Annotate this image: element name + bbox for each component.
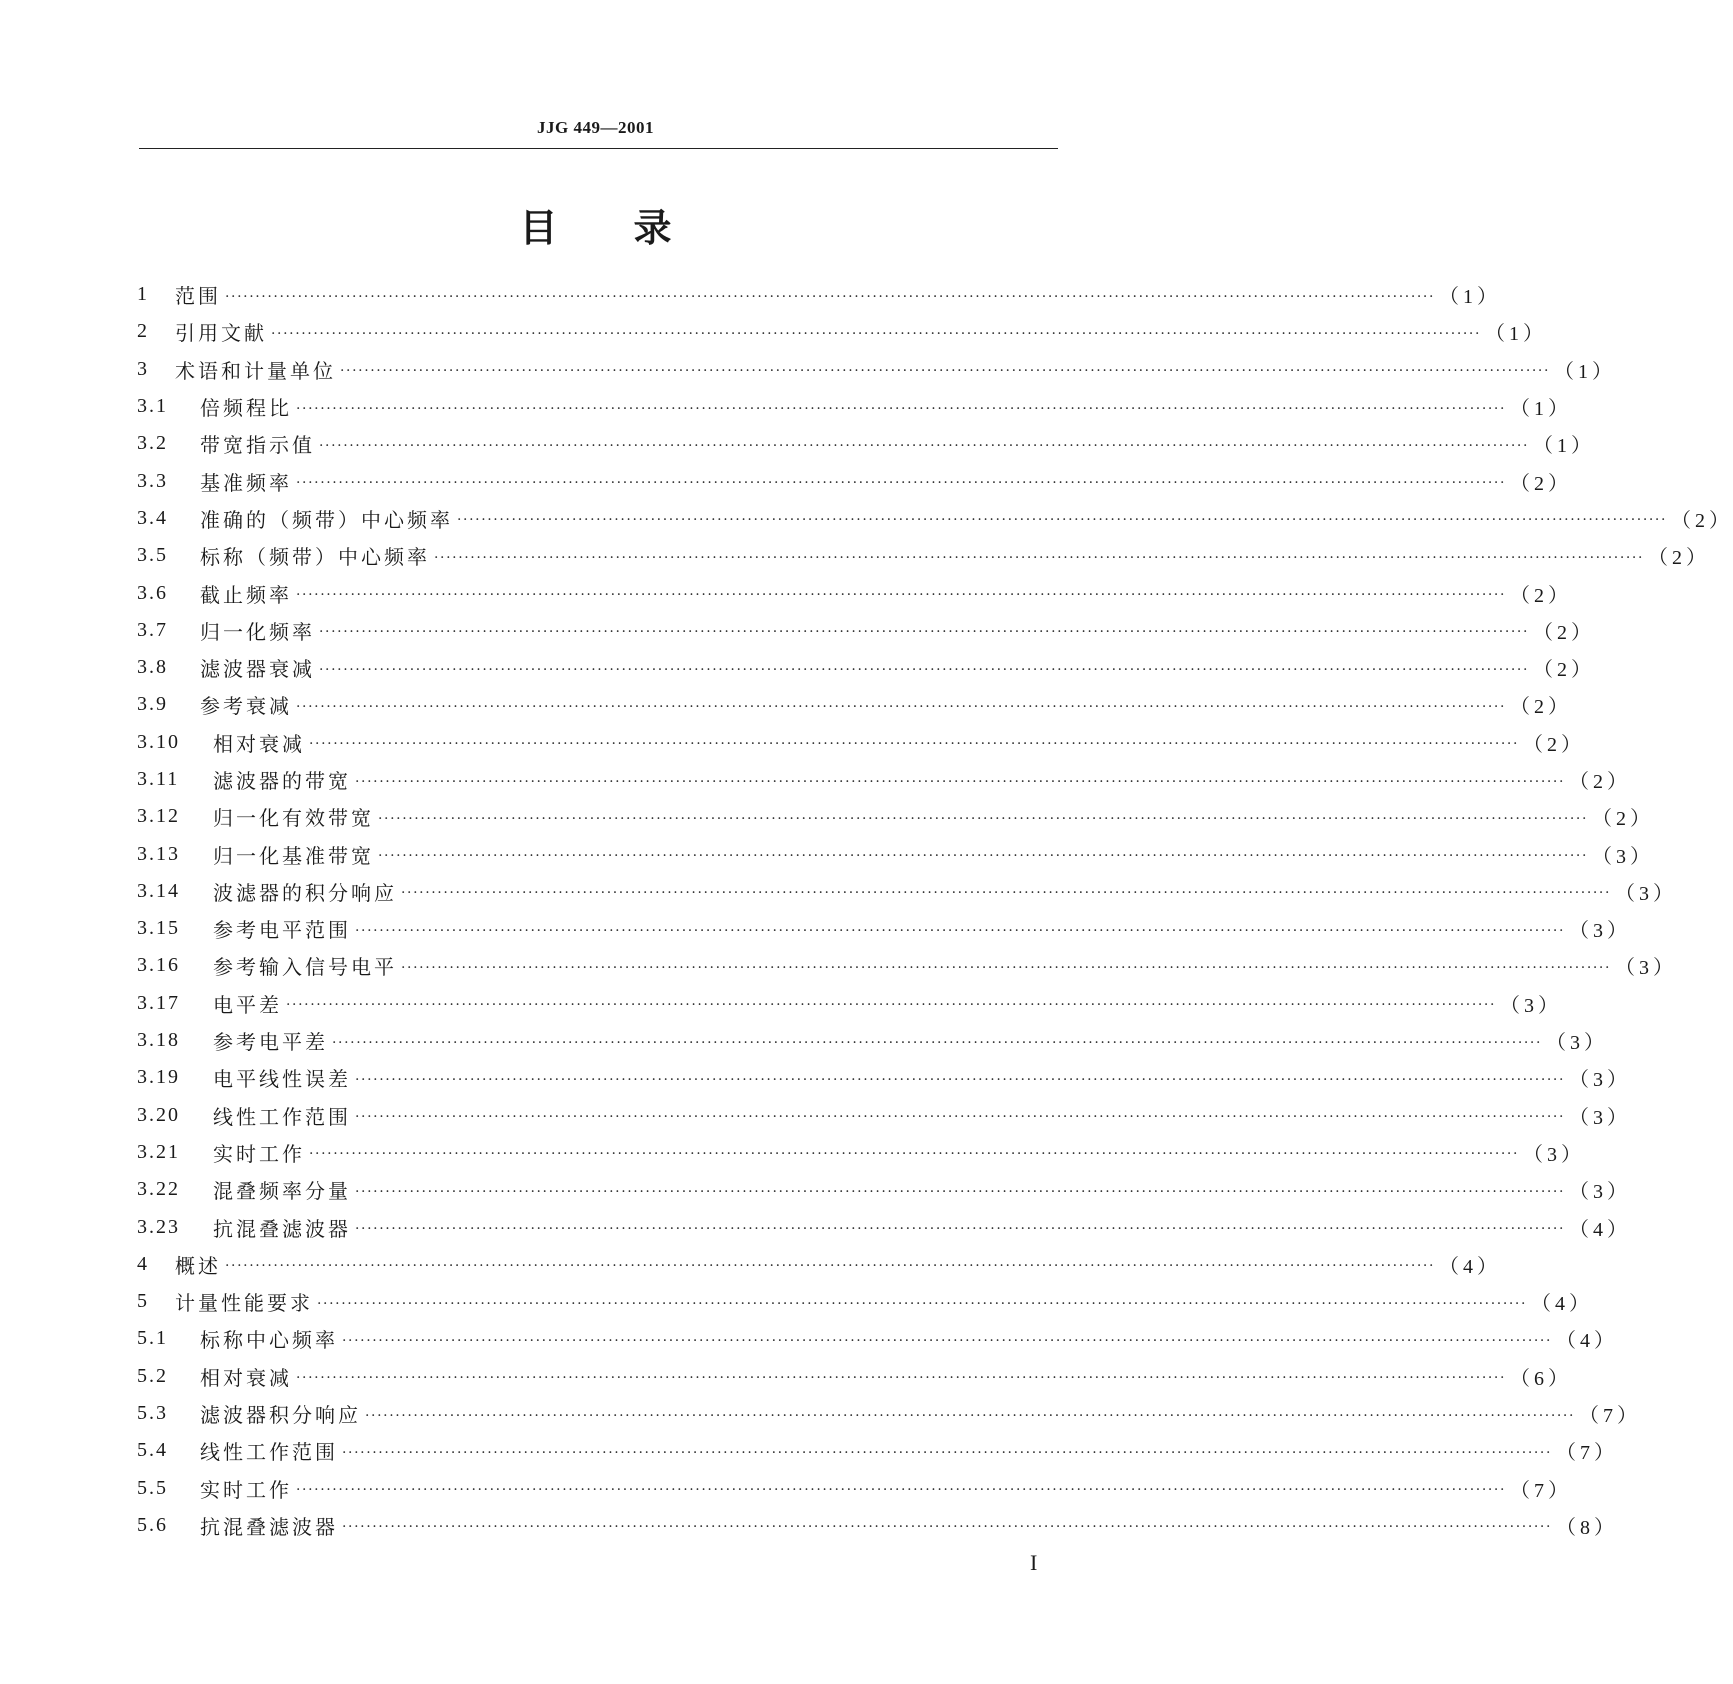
toc-entry-page: （2）	[1533, 659, 1596, 682]
toc-entry-number: 3.15	[137, 917, 180, 940]
toc-entry-page: （1）	[1439, 286, 1502, 309]
toc-entry-page: （2）	[1510, 696, 1573, 719]
toc-entry[interactable]	[137, 351, 1617, 388]
toc-entry-label: 滤波器的带宽	[213, 769, 351, 793]
toc-entry-label: 概述	[175, 1253, 221, 1278]
toc-leader-dots: ········································································································································································································	[225, 1258, 1436, 1275]
toc-entry-page: （4）	[1531, 1293, 1594, 1316]
toc-entry-page: （1）	[1554, 360, 1617, 383]
toc-entry-number: 3.11	[137, 768, 180, 790]
toc-entry-label: 归一化频率	[200, 619, 315, 644]
page-title: 目录	[519, 206, 748, 250]
toc-entry-label: 抗混叠滤波器	[200, 1514, 338, 1539]
toc-entry-number: 5.1	[137, 1327, 168, 1350]
toc-entry-number: 3.10	[137, 730, 180, 753]
toc-entry[interactable]	[137, 686, 1573, 723]
toc-leader-dots: ········································································································································································································	[319, 624, 1530, 641]
toc-entry[interactable]	[137, 1283, 1594, 1320]
toc-entry-page: （2）	[1648, 547, 1711, 570]
toc-entry[interactable]	[137, 1134, 1586, 1171]
toc-entry-number: 5.6	[137, 1513, 168, 1536]
toc-entry-label: 归一化基准带宽	[213, 843, 374, 868]
toc-entry-number: 3.13	[137, 842, 180, 865]
toc-entry-page: （3）	[1592, 845, 1655, 868]
toc-entry-number: 3.22	[137, 1178, 180, 1201]
toc-entry-label: 标称（频带）中心频率	[200, 545, 430, 570]
table-of-contents	[137, 276, 1733, 1544]
toc-entry-page: （4）	[1569, 1218, 1632, 1241]
toc-entry[interactable]	[137, 910, 1632, 947]
toc-entry-label: 滤波器衰减	[200, 657, 315, 682]
toc-entry-number: 3.6	[137, 581, 168, 604]
toc-entry-label: 截止频率	[200, 582, 292, 607]
toc-entry-label: 滤波器积分响应	[200, 1403, 361, 1428]
toc-entry-label: 参考电平范围	[213, 918, 351, 943]
toc-entry-page: （2）	[1569, 771, 1632, 793]
toc-leader-dots: ········································································································································································································	[271, 325, 1482, 342]
toc-leader-dots: ········································································································································································································	[434, 549, 1645, 566]
toc-leader-dots: ········································································································································································································	[340, 363, 1551, 380]
toc-entry-number: 3.17	[137, 991, 180, 1014]
toc-leader-dots: ········································································································································································································	[342, 1332, 1553, 1349]
toc-entry-label: 计量性能要求	[175, 1291, 313, 1316]
toc-entry-page: （2）	[1592, 808, 1655, 831]
toc-entry[interactable]	[137, 947, 1678, 984]
toc-entry[interactable]	[137, 500, 1733, 537]
toc-entry[interactable]	[137, 1246, 1502, 1283]
toc-entry-page: （2）	[1510, 472, 1573, 495]
toc-entry[interactable]	[137, 985, 1563, 1022]
toc-leader-dots: ········································································································································································································	[319, 661, 1530, 678]
toc-entry-number: 3.7	[137, 618, 168, 641]
toc-entry[interactable]	[137, 798, 1655, 835]
toc-entry[interactable]	[137, 1358, 1573, 1395]
toc-entry-label: 抗混叠滤波器	[213, 1216, 351, 1241]
toc-entry-label: 带宽指示值	[200, 433, 315, 458]
toc-leader-dots: ········································································································································································································	[355, 1183, 1566, 1200]
toc-leader-dots: ········································································································································································································	[319, 437, 1530, 454]
toc-entry-number: 5.3	[137, 1402, 168, 1425]
toc-entry-page: （8）	[1556, 1516, 1619, 1539]
toc-entry-number: 3.2	[137, 432, 168, 455]
toc-entry-page: （2）	[1510, 584, 1573, 607]
toc-entry-page: （3）	[1569, 1181, 1632, 1204]
toc-entry-label: 波滤器的积分响应	[213, 880, 397, 905]
toc-entry[interactable]	[137, 724, 1586, 761]
toc-entry[interactable]	[137, 1171, 1632, 1208]
toc-entry-number: 3.21	[137, 1140, 180, 1163]
toc-entry-page: （3）	[1569, 1106, 1632, 1129]
toc-leader-dots: ········································································································································································································	[457, 512, 1668, 529]
toc-entry-label: 相对衰减	[213, 731, 305, 756]
toc-entry[interactable]	[137, 1432, 1619, 1469]
toc-entry-page: （3）	[1569, 920, 1632, 943]
toc-leader-dots: ········································································································································································································	[296, 400, 1507, 417]
toc-entry[interactable]	[137, 1059, 1632, 1096]
toc-entry[interactable]	[137, 1022, 1609, 1059]
toc-entry-label: 标称中心频率	[200, 1328, 338, 1353]
toc-entry-number: 3.8	[137, 656, 168, 679]
toc-entry[interactable]	[137, 1470, 1573, 1507]
toc-entry-page: （4）	[1439, 1255, 1502, 1278]
toc-entry[interactable]	[137, 1097, 1632, 1134]
toc-entry-label: 线性工作范围	[213, 1104, 351, 1129]
toc-leader-dots: ········································································································································································································	[296, 1482, 1507, 1499]
toc-leader-dots: ········································································································································································································	[296, 1370, 1507, 1387]
toc-entry-label: 归一化有效带宽	[213, 806, 374, 831]
toc-entry-number: 3.3	[137, 469, 168, 492]
toc-leader-dots: ········································································································································································································	[401, 885, 1612, 902]
toc-entry[interactable]	[137, 612, 1596, 649]
toc-leader-dots: ········································································································································································································	[296, 475, 1507, 492]
toc-entry-page: （7）	[1579, 1405, 1642, 1428]
toc-entry-page: （2）	[1523, 733, 1586, 756]
toc-leader-dots: ········································································································································································································	[225, 288, 1436, 305]
toc-entry-page: （2）	[1671, 509, 1733, 532]
toc-entry[interactable]	[137, 313, 1548, 350]
toc-entry-page: （6）	[1510, 1367, 1573, 1390]
toc-leader-dots: ········································································································································································································	[342, 1444, 1553, 1461]
toc-entry-page: （1）	[1510, 398, 1573, 421]
toc-entry[interactable]	[137, 649, 1596, 686]
toc-entry-page: （7）	[1556, 1442, 1619, 1465]
toc-leader-dots: ········································································································································································································	[355, 1109, 1566, 1126]
toc-entry-page: （3）	[1615, 882, 1678, 905]
toc-entry-number: 5.5	[137, 1476, 168, 1499]
toc-entry-label: 混叠频率分量	[213, 1179, 351, 1204]
toc-entry-label: 准确的（频带）中心频率	[200, 507, 453, 532]
toc-entry[interactable]	[137, 276, 1502, 313]
toc-leader-dots: ········································································································································································································	[309, 1146, 1520, 1163]
toc-entry-number: 5	[137, 1290, 149, 1313]
toc-entry-label: 实时工作	[200, 1477, 292, 1502]
toc-leader-dots: ········································································································································································································	[365, 1407, 1576, 1424]
toc-entry-label: 电平线性误差	[213, 1067, 351, 1092]
toc-leader-dots: ········································································································································································································	[342, 1519, 1553, 1536]
toc-entry[interactable]	[137, 537, 1711, 574]
toc-entry[interactable]	[137, 1507, 1619, 1544]
toc-entry-label: 范围	[175, 284, 221, 309]
toc-entry-number: 3.18	[137, 1029, 180, 1052]
toc-entry-label: 引用文献	[175, 321, 267, 346]
toc-entry-number: 3.16	[137, 954, 180, 977]
toc-entry-label: 相对衰减	[200, 1365, 292, 1390]
toc-entry-page: （3）	[1523, 1143, 1586, 1166]
header-divider	[139, 148, 1058, 149]
toc-entry-number: 5.2	[137, 1364, 168, 1387]
toc-entry[interactable]	[137, 835, 1655, 872]
toc-entry[interactable]	[137, 388, 1573, 425]
toc-entry-page: （3）	[1546, 1032, 1609, 1055]
toc-entry-label: 电平差	[213, 992, 282, 1017]
toc-entry-label: 参考衰减	[200, 694, 292, 719]
toc-leader-dots: ········································································································································································································	[286, 997, 1497, 1014]
page-number: I	[1030, 1550, 1038, 1575]
toc-entry[interactable]	[137, 873, 1678, 910]
toc-entry-number: 3.20	[137, 1103, 180, 1126]
toc-entry-number: 3.5	[137, 544, 168, 567]
toc-entry-label: 线性工作范围	[200, 1440, 338, 1465]
toc-entry-label: 术语和计量单位	[175, 358, 336, 383]
document-code: JJG 449—2001	[537, 118, 654, 137]
toc-entry-label: 倍频程比	[200, 396, 292, 421]
toc-entry-page: （4）	[1556, 1330, 1619, 1353]
toc-entry-number: 3.12	[137, 805, 180, 828]
toc-leader-dots: ········································································································································································································	[355, 773, 1566, 790]
toc-entry-number: 3	[137, 357, 149, 380]
toc-leader-dots: ········································································································································································································	[378, 810, 1589, 827]
toc-entry-number: 3.14	[137, 879, 180, 902]
toc-leader-dots: ········································································································································································································	[355, 922, 1566, 939]
toc-leader-dots: ········································································································································································································	[296, 698, 1507, 715]
toc-entry-number: 2	[137, 320, 149, 343]
toc-entry-page: （3）	[1569, 1069, 1632, 1092]
toc-entry[interactable]	[137, 1395, 1642, 1432]
toc-entry-page: （2）	[1533, 621, 1596, 644]
toc-leader-dots: ········································································································································································································	[296, 587, 1507, 604]
toc-entry-label: 实时工作	[213, 1141, 305, 1166]
toc-entry-number: 3.23	[137, 1215, 180, 1238]
toc-leader-dots: ········································································································································································································	[355, 1071, 1566, 1088]
toc-entry-number: 3.9	[137, 693, 168, 716]
toc-entry-page: （3）	[1615, 957, 1678, 980]
toc-entry-number: 3.1	[137, 395, 168, 418]
toc-entry[interactable]	[137, 425, 1596, 462]
toc-leader-dots: ········································································································································································································	[317, 1295, 1528, 1312]
toc-entry[interactable]	[137, 574, 1573, 611]
toc-entry-number: 5.4	[137, 1439, 168, 1462]
toc-entry-page: （1）	[1485, 323, 1548, 346]
toc-entry-page: （7）	[1510, 1479, 1573, 1502]
toc-entry-number: 1	[137, 283, 149, 306]
toc-entry[interactable]	[137, 1320, 1619, 1357]
toc-entry[interactable]	[137, 462, 1573, 499]
toc-entry-label: 参考电平差	[213, 1030, 328, 1055]
toc-entry[interactable]	[137, 761, 1632, 798]
toc-leader-dots: ········································································································································································································	[378, 848, 1589, 865]
toc-entry-number: 4	[137, 1252, 149, 1275]
toc-leader-dots: ········································································································································································································	[332, 1034, 1543, 1051]
toc-entry-label: 参考输入信号电平	[213, 955, 397, 980]
toc-entry-page: （3）	[1500, 994, 1563, 1017]
toc-leader-dots: ········································································································································································································	[401, 959, 1612, 976]
toc-entry[interactable]	[137, 1208, 1632, 1245]
toc-leader-dots: ········································································································································································································	[355, 1221, 1566, 1238]
toc-entry-label: 基准频率	[200, 470, 292, 495]
toc-entry-number: 3.4	[137, 506, 168, 529]
toc-entry-page: （1）	[1533, 435, 1596, 458]
toc-entry-number: 3.19	[137, 1066, 180, 1089]
toc-leader-dots: ········································································································································································································	[309, 736, 1520, 753]
